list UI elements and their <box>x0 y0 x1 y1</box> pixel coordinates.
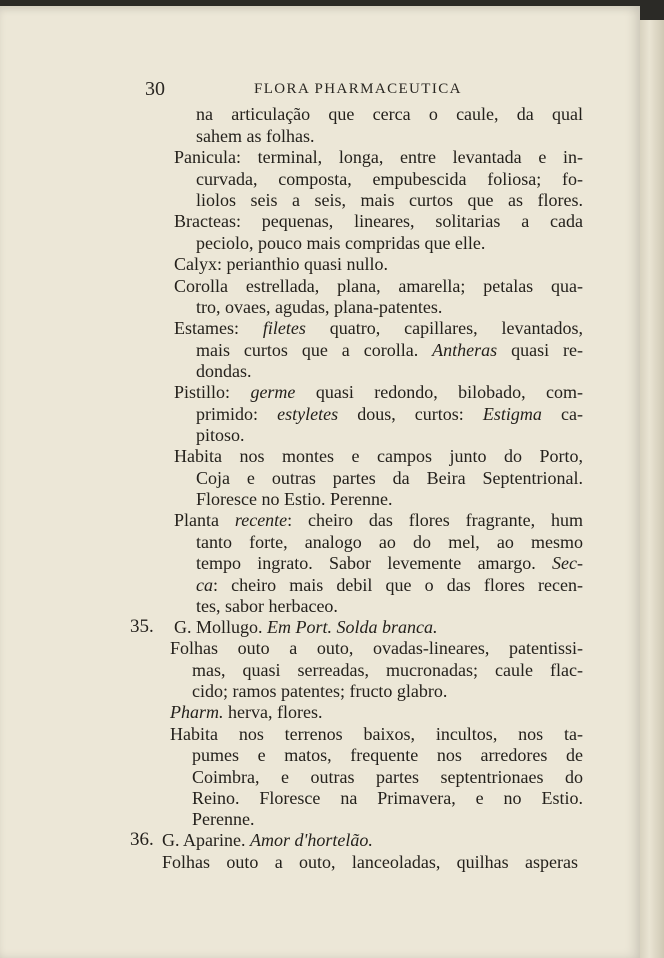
text-run: liolos seis a seis, mais curtos que as flores. <box>196 190 583 210</box>
italic-text: Sec- <box>552 553 583 573</box>
text-line <box>196 467 583 489</box>
text-run: Folhas outo a outo, ovadas-lineares, patentissi- <box>170 638 583 658</box>
text-run: G. Aparine. <box>162 830 250 850</box>
text-line <box>174 317 583 339</box>
text-run: mais curtos que a corolla. <box>196 340 433 360</box>
text-run: Folhas outo a outo, lanceoladas, quilhas asperas <box>162 852 578 872</box>
text-line <box>196 531 583 553</box>
entry-number: 35. <box>130 616 154 637</box>
text-run: Bracteas: pequenas, lineares, solitarias a cada <box>174 211 583 231</box>
text-run: curvada, composta, empubescida foliosa; fo- <box>196 169 583 189</box>
italic-text: Antheras <box>432 340 498 360</box>
text-line <box>162 829 373 851</box>
text-run: mas, quasi serreadas, mucronadas; caule flac- <box>192 660 583 680</box>
text-line <box>196 339 583 361</box>
text-run: primido: <box>196 404 278 424</box>
text-run: Pistillo: <box>174 382 251 402</box>
text-run: pitoso. <box>196 425 245 445</box>
text-run: ca- <box>541 404 583 424</box>
text-run: Panicula: terminal, longa, entre levantada e in- <box>174 147 583 167</box>
text-run: cido; ramos patentes; fructo glabro. <box>192 681 448 701</box>
text-run: dondas. <box>196 361 252 381</box>
text-line <box>174 275 583 297</box>
text-run: G. Mollugo. <box>174 617 268 637</box>
italic-text: Amor d'hortelão. <box>249 830 373 850</box>
text-line <box>174 381 583 403</box>
text-line <box>196 168 583 190</box>
text-line <box>196 595 338 617</box>
text-run: herva, flores. <box>223 702 323 722</box>
text-run: Habita nos montes e campos junto do Porto, <box>174 446 583 466</box>
text-line <box>192 766 583 788</box>
text-run: Corolla estrellada, plana, amarella; petalas qua- <box>174 276 583 296</box>
text-line <box>196 552 583 574</box>
text-run: tempo ingrato. Sabor levemente amargo. <box>196 553 553 573</box>
italic-text: Em Port. Solda branca. <box>267 617 438 637</box>
italic-text: ca <box>196 575 213 595</box>
text-line <box>196 189 583 211</box>
italic-text: germe <box>250 382 296 402</box>
text-line <box>162 851 578 873</box>
text-line <box>192 659 583 681</box>
text-line <box>192 680 447 702</box>
text-run: Coja e outras partes da Beira Septentrional. <box>196 468 583 488</box>
text-line <box>196 574 583 596</box>
text-line <box>174 146 583 168</box>
text-run: Habita nos terrenos baixos, incultos, nos ta- <box>170 724 583 744</box>
text-run: Perenne. <box>192 809 255 829</box>
text-line <box>174 616 438 638</box>
text-run: tes, sabor herbaceo. <box>196 596 338 616</box>
text-line <box>196 424 245 446</box>
text-line <box>174 509 583 531</box>
italic-text: estyletes <box>277 404 339 424</box>
text-line <box>196 103 583 125</box>
running-title: FLORA PHARMACEUTICA <box>254 81 462 97</box>
text-run: Coimbra, e outras partes septentrionaes do <box>192 767 583 787</box>
text-line <box>192 808 254 830</box>
text-line <box>192 787 583 809</box>
text-line <box>196 403 583 425</box>
text-line <box>192 744 583 766</box>
page-number: 30 <box>145 78 165 100</box>
italic-text: Pharm. <box>170 702 224 722</box>
italic-text: filetes <box>262 318 306 338</box>
text-run: peciolo, pouco mais compridas que elle. <box>196 233 486 253</box>
text-run: tro, ovaes, agudas, plana-patentes. <box>196 297 443 317</box>
text-line <box>174 445 583 467</box>
text-line <box>196 488 392 510</box>
text-run: Planta <box>174 510 235 530</box>
text-run: Calyx: perianthio quasi nullo. <box>174 254 388 274</box>
text-run: na articulação que cerca o caule, da qual <box>196 104 583 124</box>
text-run: quasi re- <box>497 340 583 360</box>
italic-text: Estigma <box>482 404 542 424</box>
text-line <box>196 360 252 382</box>
text-line <box>174 210 583 232</box>
text-run: Reino. Floresce na Primavera, e no Estio. <box>192 788 583 808</box>
text-line <box>170 701 322 723</box>
text-run: quasi redondo, bilobado, com- <box>295 382 583 402</box>
text-run: dous, curtos: <box>338 404 483 424</box>
text-line <box>170 723 583 745</box>
entry-number: 36. <box>130 829 154 850</box>
text-line <box>174 253 388 275</box>
text-run: sahem as folhas. <box>196 126 315 146</box>
text-run: Estames: <box>174 318 263 338</box>
page-edge <box>640 20 664 958</box>
text-run: : cheiro mais debil que o das flores recen- <box>213 575 583 595</box>
text-line <box>170 637 583 659</box>
italic-text: recente <box>234 510 288 530</box>
text-run: tanto forte, analogo ao do mel, ao mesmo <box>196 532 583 552</box>
text-line <box>196 232 485 254</box>
text-run: quatro, capillares, levantados, <box>305 318 583 338</box>
text-line <box>196 125 314 147</box>
text-run: pumes e matos, frequente nos arredores de <box>192 745 583 765</box>
text-run: : cheiro das flores fragrante, hum <box>287 510 583 530</box>
text-line <box>196 296 442 318</box>
text-run: Floresce no Estio. Perenne. <box>196 489 393 509</box>
